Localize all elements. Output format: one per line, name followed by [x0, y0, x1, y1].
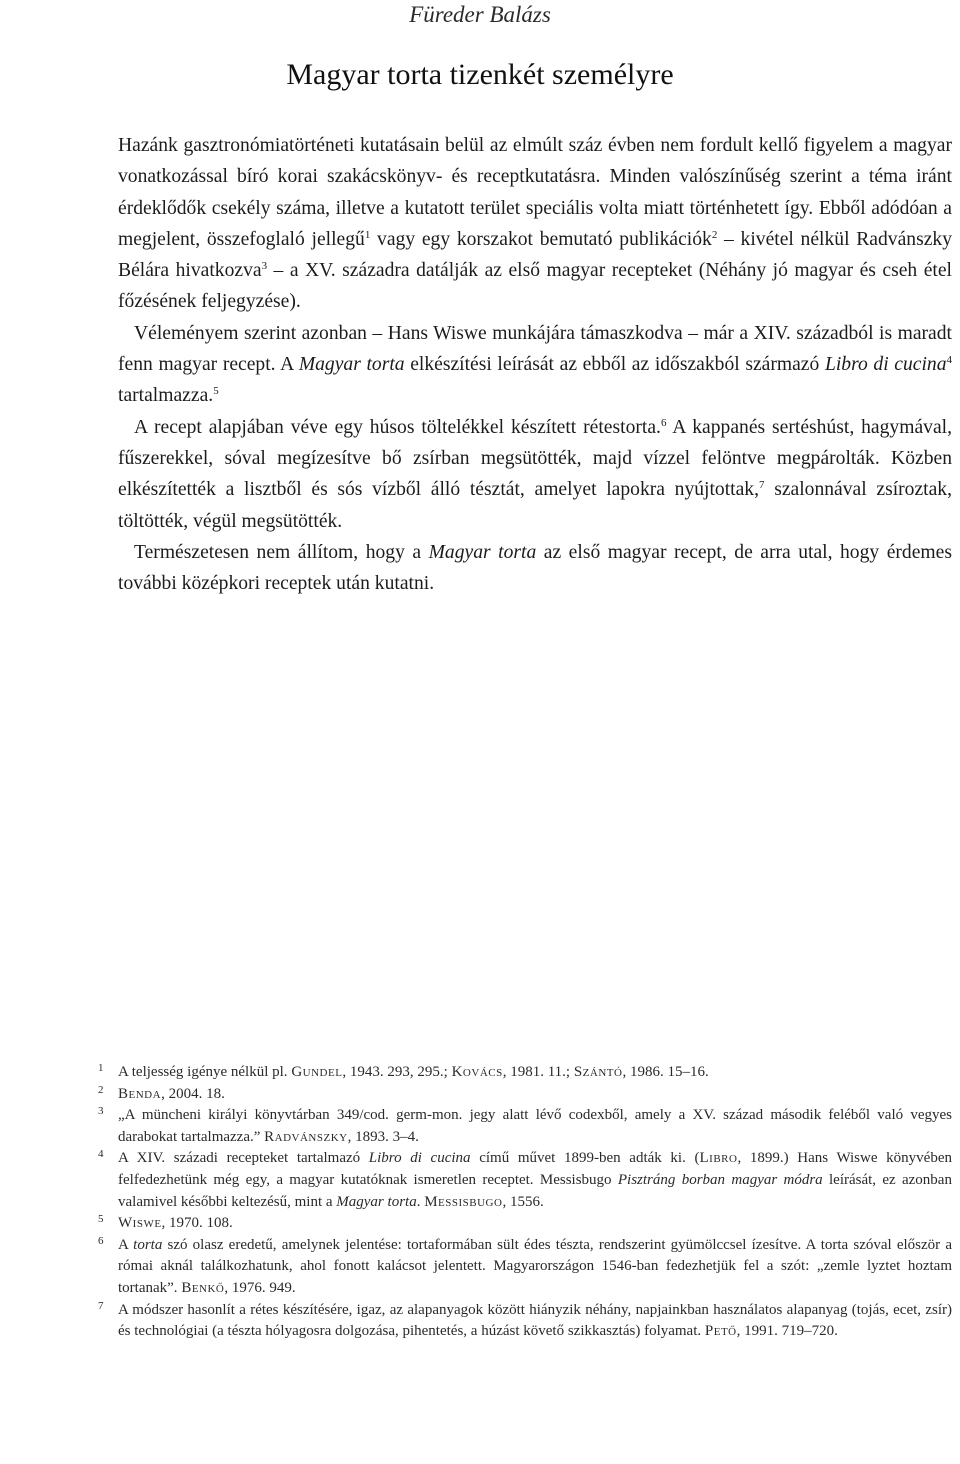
italic-title: Libro di cucina [824, 354, 947, 376]
footnote-text: leírását, ez azonban valamivel későbbi keltezésű, mint a [118, 1171, 952, 1210]
author-name: Füreder Balázs [409, 2, 551, 27]
footnote-ref-6[interactable]: 6 [660, 416, 667, 429]
article-body [118, 130, 952, 599]
footnote-ref-2[interactable]: 2 [711, 228, 718, 241]
footnote-number: 2 [98, 1083, 104, 1096]
italic-title: Magyar torta [428, 541, 537, 563]
footnote-number: 4 [98, 1148, 104, 1161]
footnote-number: 6 [98, 1234, 104, 1247]
paragraph-text: – kivétel nélkül Radvánszky Bélára hivatkozva [118, 228, 953, 282]
author-ref: Messisbugo [424, 1193, 503, 1210]
footnote-number: 5 [98, 1213, 104, 1226]
author-ref: Wiswe [118, 1215, 162, 1232]
footnote-text: , 1556. [502, 1193, 544, 1210]
footnote-ref-7[interactable]: 7 [759, 479, 765, 492]
footnote-text: , 1976. 949. [224, 1279, 296, 1296]
footnote-text: , 2004. 18. [161, 1085, 225, 1102]
author-ref: Szántó [573, 1064, 623, 1080]
footnote-text: , 1893. 3–4. [347, 1128, 419, 1145]
paragraph-text: Hazánk gasztronómiatörténeti kutatásain belül az elmúlt száz évben nem fordult kellő figyelem a magyar vonatkozással bíró korai szakácskönyv- és receptkutatásra. Minden valószínűség szerint a téma iránt érdeklődők csekély száma, illetve a kutatott terület speciális volta miatt történhetett így. Ebből adódóan a megjelent, összefoglaló jellegű [118, 135, 952, 250]
footnote-ref-1[interactable]: 1 [364, 228, 371, 241]
footnote-text: A módszer hasonlít a rétes készítésére, igaz, az alapanyagok között hiányzik néhány, napjainkban használatos alapanyag (tojás, ecet, zsír) és technológiai (a tészta hólyagosra dolgozása, pihentetés, a húzást követő szikkasztás) folyamat. [118, 1301, 952, 1340]
paragraph-3 [118, 412, 952, 537]
footnote-text: , 1981. 11.; [502, 1064, 574, 1080]
paragraph-text: Véleményem szerint azonban – Hans Wiswe munkájára támaszkodva – már a XIV. századból is maradt fenn magyar recept. A [118, 322, 952, 376]
author-ref: Gundel [291, 1064, 343, 1080]
footnotes [98, 1062, 952, 1343]
footnote-text: , 1986. 15–16. [622, 1064, 709, 1080]
footnote-7 [98, 1299, 952, 1343]
footnote-number: 3 [98, 1105, 104, 1118]
footnote-text: szó olasz eredetű, amelynek jelentése: tortaformában sült édes tészta, rendszerint gyümölccsel ízesítve. A torta szóval először a római aknál találkozhatunk, ahol fonott kalácsot jelentett. Magyarországon 1546-ban fedezhetjük fel a szót: „zemle lyztet hoztam tortanak”. [118, 1236, 952, 1296]
author-ref: Radvánszky [264, 1128, 348, 1145]
paragraph-text: az első magyar recept, de arra utal, hogy érdemes további középkori receptek után kutatni. [118, 541, 952, 595]
author-ref: Benkő [181, 1279, 225, 1296]
footnote-text: A teljesség igénye nélkül pl. [118, 1064, 292, 1080]
paragraph-text: elkészítési leírását az ebből az időszakból származó [404, 354, 825, 376]
footnote-text: , 1943. 293, 295.; [342, 1064, 452, 1080]
footnote-3 [98, 1105, 952, 1148]
footnote-text: A [118, 1236, 134, 1253]
footnote-1 [98, 1062, 952, 1084]
article-title: Magyar torta tizenkét személyre [286, 58, 674, 91]
footnote-6 [98, 1234, 952, 1300]
footnote-text: „A müncheni királyi könyvtárban 349/cod. germ-mon. jegy alatt lévő codexből, amely a XV. század második feléből való vegyes darabokat tartalmazza.” [118, 1107, 952, 1145]
paragraph-text: – a XV. századra datálják az első magyar recepteket (Néhány jó magyar és cseh étel főzésének feljegyzése). [118, 260, 952, 313]
footnote-text: A XIV. századi recepteket tartalmazó [118, 1150, 369, 1167]
paragraph-text: Természetesen nem állítom, hogy a [134, 541, 429, 563]
footnote-number: 1 [98, 1062, 104, 1074]
paragraph-2 [118, 318, 952, 412]
italic-title: Magyar torta [298, 354, 405, 376]
footnote-ref-4[interactable]: 4 [946, 354, 952, 367]
italic-title: Magyar torta [336, 1193, 417, 1210]
footnote-4 [98, 1148, 952, 1213]
footnote-2 [98, 1083, 952, 1106]
footnote-text: című művet 1899-ben adták ki. ( [470, 1150, 700, 1167]
italic-title: Libro di cucina [368, 1150, 471, 1167]
paragraph-text: A recept alapjában véve egy húsos töltelékkel készített rétestorta. [134, 416, 661, 438]
footnote-text: , 1899.) Hans Wiswe könyvében felfedezhetünk még egy, a magyar kutatóknak ismeretlen receptet. Messisbugo [118, 1150, 952, 1188]
author-ref: Pető [704, 1323, 737, 1340]
author-ref: Libro [699, 1150, 738, 1167]
footnote-ref-5[interactable]: 5 [213, 385, 219, 398]
author-ref: Benda [118, 1085, 162, 1102]
footnote-text: . [416, 1193, 425, 1210]
footnote-text: , 1991. 719–720. [736, 1323, 838, 1340]
footnote-number: 7 [98, 1299, 104, 1312]
footnote-5 [98, 1213, 952, 1235]
paragraph-text: szalonnával zsíroztak, töltötték, végül megsütötték. [118, 479, 953, 532]
footnote-ref-3[interactable]: 3 [261, 260, 268, 273]
author-ref: Kovács [451, 1064, 503, 1080]
paragraph-4 [118, 537, 952, 600]
paragraph-1 [118, 130, 952, 318]
footnote-text: , 1970. 108. [161, 1215, 233, 1232]
italic-title: torta [133, 1236, 163, 1253]
paragraph-text: tartalmazza. [118, 385, 214, 407]
paragraph-text: vagy egy korszakot bemutató publikációk [370, 228, 712, 250]
italic-title: Pisztráng borban magyar módra [617, 1171, 823, 1188]
paragraph-text: A kappanés sertéshúst, hagymával, fűszerekkel, sóval megízesítve bő zsírban megsütötték, majd vízzel felöntve megpárolták. Közben elkészítették a lisztből és sós vízből álló tésztát, amelyet lapokra nyújtottak, [118, 416, 952, 501]
